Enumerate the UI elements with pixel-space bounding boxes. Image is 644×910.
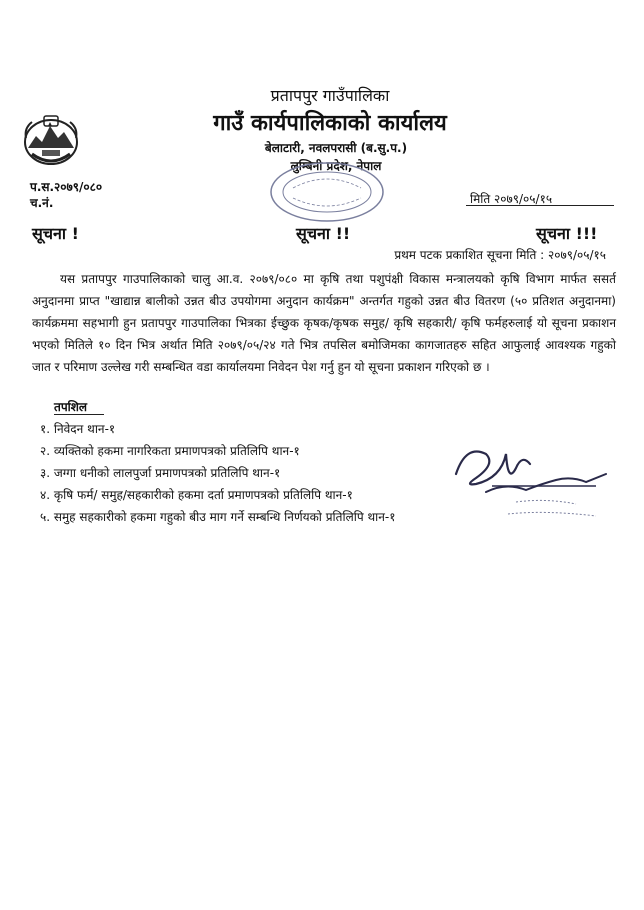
notice-heading-left: सूचना ! [32,224,79,243]
notice-heading-right: सूचना !!! [536,224,598,243]
office-stamp-icon [268,160,386,224]
signature-icon [446,434,616,524]
list-item: ३. जग्गा धनीको लालपुर्जा प्रमाणपत्रको प्रतिलिपि थान-१ [40,466,281,480]
address-line: बेलाटारी, नवलपरासी (ब.सु.प.) [264,141,408,155]
list-item: १. निवेदन थान-१ [40,422,116,436]
list-item: ५. समुह सहकारीको हकमा गहुको बीउ माग गर्ने सम्बन्धि निर्णयको प्रतिलिपि थान-१ [40,510,396,524]
letter-date: मिति २०७९/०५/१५ [470,192,553,206]
tapasil-list [40,418,396,528]
province-line: लुम्बिनी प्रदेश, नेपाल [290,159,382,173]
first-published-date: प्रथम पटक प्रकाशित सूचना मिति : २०७९/०५/१५ [394,248,606,262]
list-item: ४. कृषि फर्म/ समुह/सहकारीको हकमा दर्ता प्रमाणपत्रको प्रतिलिपि थान-१ [40,488,353,502]
notice-heading-center: सूचना !! [296,224,351,243]
patra-sankhya: प.स.२०७९/०८० [30,180,103,194]
date-underline [466,205,614,206]
municipality-name: प्रतापपुर गाउँपालिका [270,86,390,105]
office-name: गाउँ कार्यपालिकाको कार्यालय [213,111,447,136]
list-item: २. व्यक्तिको हकमा नागरिकता प्रमाणपत्रको प्रतिलिपि थान-१ [40,444,300,458]
notice-body: यस प्रतापपुर गाउपालिकाको चालु आ.व. २०७९/०८० मा कृषि तथा पशुपंक्षी विकास मन्त्रालयको कृषि विभाग मार्फत ससर्त अनुदानमा प्राप्त "खाद्यान्न बालीको उन्नत बीउ उपयोगमा अनुदान कार्यक्रम" अन्तर्गत गहुको उन्नत बीउ वितरण (५० प्रतिशत अनुदानमा) कार्यक्रममा सहभागी हुन प्रतापपुर गाउपालिका भित्रका ईच्छुक कृषक/कृषक समुह/ कृषि सहकारी/ कृषि फर्महरुलाई यो सूचना प्रकाशन भएको मितिले १० दिन भित्र अर्थात मिति २०७९/०५/२४ गते भित्र तपसिल बमोजिमका कागजातहरु सहित आफुलाई आवश्यक गहुको जात र परिमाण उल्लेख गरी सम्बन्धित वडा कार्यालयमा निवेदन पेश गर्नु हुन यो सूचना प्रकाशन गरिएको छ । [32,272,616,374]
tapasil-underline [54,414,104,415]
tapasil-title: तपशिल [54,400,88,414]
chalani-number: च.नं. [30,196,54,210]
